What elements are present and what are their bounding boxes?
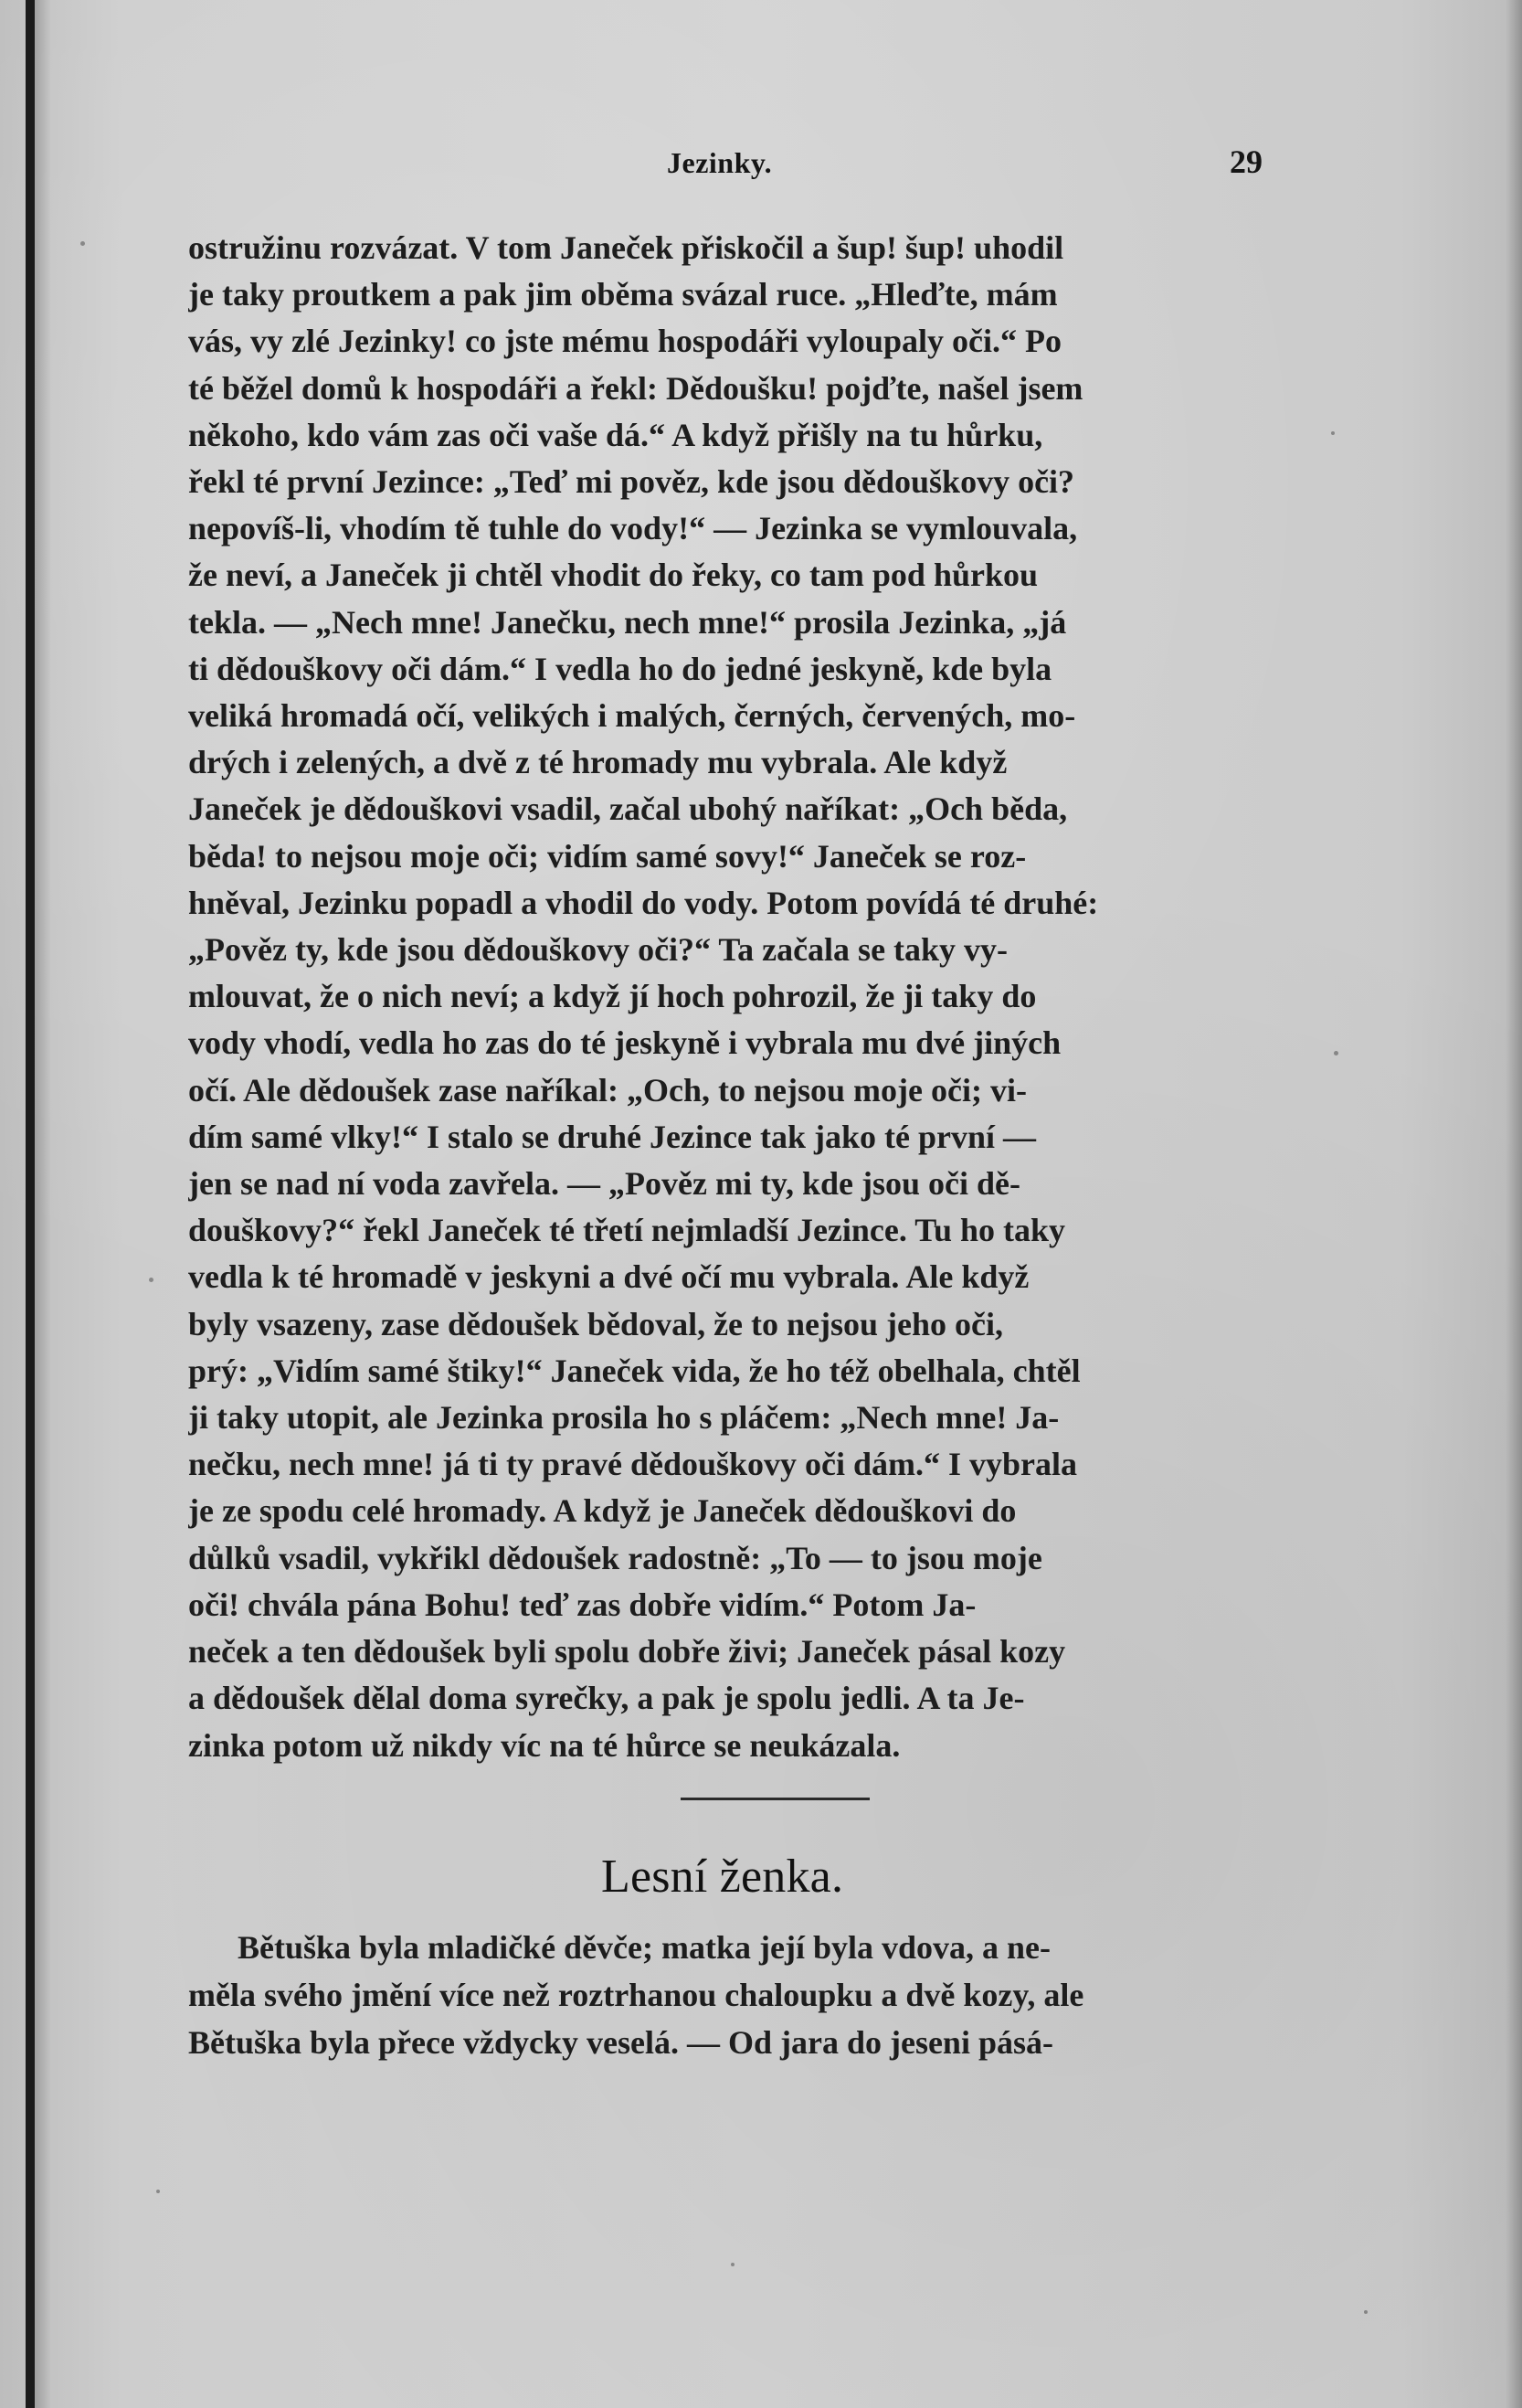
text-line: běda! to nejsou moje oči; vidím samé sovy!“ Janeček se roz- [188,837,1027,875]
text-line: ostružinu rozvázat. V tom Janeček přiskočil a šup! šup! uhodil [188,229,1064,266]
text-line: je taky proutkem a pak jim oběma svázal ruce. „Hleďte, mám [188,276,1058,313]
section-title: Lesní ženka. [601,1851,844,1903]
text-line: vody vhodí, vedla ho zas do té jeskyně i vybrala mu dvé jiných [188,1024,1062,1062]
text-line: mlouvat, že o nich neví; a když jí hoch pohrozil, že ji taky do [188,978,1037,1015]
text-line: zinka potom už nikdy víc na té hůrce se neukázala. [188,1726,901,1764]
paper-speck [1331,431,1335,435]
running-header-title: Jezinky. [667,146,773,179]
text-line: řekl té první Jezince: „Teď mi pověz, kde jsou dědouškovy oči? [188,463,1075,501]
left-page-shadow [26,0,35,2408]
text-line: hněval, Jezinku popadl a vhodil do vody. Potom povídá té druhé: [188,884,1099,921]
text-line: vás, vy zlé Jezinky! co jste mému hospodáři vyloupaly oči.“ Po [188,323,1062,360]
paper-speck [1364,2310,1368,2314]
text-line: nepovíš-li, vhodím tě tuhle do vody!“ — Jezinka se vymlouvala, [188,510,1078,547]
page-number: 29 [1230,143,1263,180]
text-line: „Pověz ty, kde jsou dědouškovy oči?“ Ta začala se taky vy- [188,931,1009,969]
text-line: očí. Ale dědoušek zase naříkal: „Och, to nejsou moje oči; vi- [188,1071,1027,1109]
text-line: ji taky utopit, ale Jezinka prosila ho s pláčem: „Nech mne! Ja- [188,1399,1060,1437]
text-line: douškovy?“ řekl Janeček té třetí nejmladší Jezince. Tu ho taky [188,1212,1065,1249]
text-line: Janeček je dědouškovi vsadil, začal ubohý naříkat: „Och běda, [188,790,1068,828]
section-text-line: měla svého jmění více než roztrhanou chaloupku a dvě kozy, ale [188,1977,1084,2013]
paper-speck [80,241,85,246]
paper-speck [156,2190,160,2193]
text-line: byly vsazeny, zase dědoušek bědoval, že to nejsou jeho oči, [188,1305,1004,1342]
text-line: veliká hromadá očí, velikých i malých, černých, červených, mo- [188,697,1076,735]
text-line: je ze spodu celé hromady. A když je Janeček dědouškovi do [188,1492,1017,1530]
text-line: oči! chvála pána Bohu! teď zas dobře vidím.“ Potom Ja- [188,1586,977,1623]
paper-speck [731,2263,735,2266]
text-line: dím samé vlky!“ I stalo se druhé Jezince tak jako té první — [188,1118,1036,1155]
text-line: neček a ten dědoušek byli spolu dobře živi; Janeček pásal kozy [188,1633,1066,1671]
text-line: ti dědouškovy oči dám.“ I vedla ho do jedné jeskyně, kde byla [188,650,1052,687]
main-text-block [188,225,1290,1769]
paper-speck [149,1278,153,1282]
text-line: že neví, a Janeček ji chtěl vhodit do řeky, co tam pod hůrkou [188,557,1039,594]
text-line: a dědoušek dělal doma syrečky, a pak je spolu jedli. A ta Je- [188,1680,1025,1717]
text-line: tekla. — „Nech mne! Janečku, nech mne!“ prosila Jezinka, „já [188,603,1067,641]
text-line: jen se nad ní voda zavřela. — „Pověz mi ty, kde jsou oči dě- [188,1165,1020,1203]
text-line: drých i zelených, a dvě z té hromady mu vybrala. Ale když [188,744,1008,781]
section-separator [681,1798,870,1800]
text-line: prý: „Vidím samé štiky!“ Janeček vida, že ho též obelhala, chtěl [188,1352,1081,1389]
text-line: důlků vsadil, vykřikl dědoušek radostně: „To — to jsou moje [188,1539,1042,1576]
section-text-block [188,1924,1290,2066]
section-text-line: Bětuška byla mladičké děvče; matka její byla vdova, a ne- [238,1929,1051,1966]
left-page-soft-shadow [35,0,51,2408]
text-line: nečku, nech mne! já ti ty pravé dědouškovy oči dám.“ I vybrala [188,1446,1078,1483]
text-line: někoho, kdo vám zas oči vaše dá.“ A když přišly na tu hůrku, [188,416,1043,453]
right-page-shadow [1506,0,1522,2408]
section-text-line: Bětuška byla přece vždycky veselá. — Od jara do jeseni pásá- [188,2024,1053,2061]
text-line: té běžel domů k hospodáři a řekl: Dědoušku! pojďte, našel jsem [188,369,1083,407]
text-line: vedla k té hromadě v jeskyni a dvé očí mu vybrala. Ale když [188,1258,1030,1296]
paper-speck [1334,1051,1338,1055]
